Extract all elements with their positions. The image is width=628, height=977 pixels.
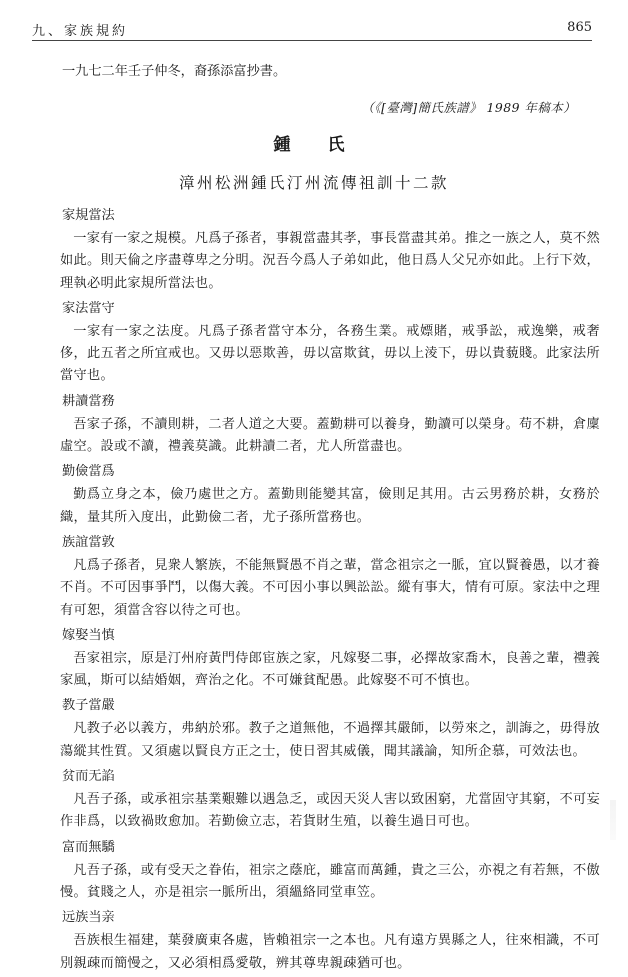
colophon-source-citation: （《[臺灣]簡氏族譜》 1989 年稿本）: [361, 100, 576, 115]
scan-smudge: [610, 800, 616, 840]
precept-heading: 嫁娶当慎: [62, 627, 115, 643]
precept-body: 勤爲立身之本，儉乃處世之方。蓋勤則能變其富，儉則足其用。古云男務於耕，女務於織，量其所入度出，此勤儉二者，尤子孫所當務也。: [60, 487, 600, 525]
precept-heading: 勤儉當爲: [62, 464, 115, 480]
precept-body: 凡爲子孫者，見衆人繁族，不能無賢愚不肖之輩，當念祖宗之一脈，宜以賢養愚，以才養不肖。不可因事爭鬥，以傷大義。不可因小事以興訟訟。縱有事大，情有可原。家法中之理有可恕，須當含容以待之可也。: [60, 557, 600, 618]
surname-title: 鍾 氏: [273, 135, 355, 155]
precept-heading: 家規當法: [62, 208, 115, 223]
precept-heading: 远族当亲: [62, 910, 115, 926]
precept-heading: 贫而无諂: [62, 769, 115, 785]
precept-section: [60, 390, 600, 459]
precept-section: [60, 836, 600, 905]
precept-section: [60, 906, 600, 975]
colophon-date-line: 一九七二年壬子仲冬，裔孫添富抄書。: [62, 64, 287, 79]
precept-section: [60, 297, 600, 388]
precept-body: 凡吾子孫，或有受天之眷佑，祖宗之蔭庇，雖富而萬鍾，貴之三公，亦視之有若無，不傲慢。貧賤之人，亦是祖宗一脈所出，須縕絡同堂車笠。: [60, 862, 600, 900]
precept-section: [60, 204, 600, 295]
precept-section: [60, 765, 600, 834]
chapter-title: 九、家族規約: [32, 24, 129, 39]
precept-body: 吾家子孫，不讀則耕，二者人道之大要。蓋勤耕可以養身，勤讀可以榮身。苟不耕，倉廩虛空。設或不讀，禮義莫識。此耕讀二者，尤人所當盡也。: [60, 416, 600, 455]
document-title: 漳州松洲鍾氏汀州流傳祖訓十二款: [178, 174, 449, 192]
precept-body: 一家有一家之法度。凡爲子孫者當守本分，各務生業。戒嫖賭，戒爭訟，戒逸樂，戒奢侈，此五者之所宜戒也。又毋以惡欺善，毋以富欺貧，毋以上淩下，毋以貴藐賤。此家法所當守也。: [60, 323, 600, 384]
precept-heading: 族誼當敦: [62, 534, 115, 550]
precept-section: [60, 624, 600, 693]
precept-section: [60, 531, 600, 622]
precepts-list: [60, 204, 600, 977]
precept-body: 吾家祖宗，原是汀州府黃門侍郎宦族之家，凡嫁娶二事，必擇故家喬木，良善之輩，禮義家風，斯可以結婚姻，齊治之化。不可嫌貧配愚。此嫁娶不可不慎也。: [60, 650, 600, 689]
running-header: [32, 18, 592, 41]
precept-body: 凡吾子孫，或承祖宗基業艱難以遇急乏，或因天災人害以致困窮，尤當固守其窮，不可妄作非爲，以致禍敗愈加。若勤儉立志，若貨財生殖，以養生過日可也。: [60, 792, 600, 830]
precept-body: 凡教子必以義方，弗納於邪。教子之道無他，不過擇其嚴師，以勞來之，訓誨之，毋得放蕩縱其性質。又須處以賢良方正之士，使日習其威儀，聞其議論，知所企慕，可效法也。: [60, 721, 600, 759]
precept-body: 一家有一家之規模。凡爲子孫者，事親當盡其孝，事長當盡其弟。推之一族之人，莫不然如此。則天倫之序盡尊卑之分明。況吾今爲人子弟如此，他日爲人父兄亦如此。上行下效，理執必明此家規所當法也。: [60, 231, 600, 291]
precept-heading: 耕讀當務: [62, 393, 115, 409]
precept-heading: 家法當守: [62, 300, 115, 316]
precept-section: [60, 694, 600, 763]
precept-body: 吾族根生福建，葉發廣東各處，皆賴祖宗一之本也。凡有遠方異縣之人，往來相識，不可別親疎而簡慢之，又必須相爲愛敬，辨其尊卑親疎猶可也。: [60, 933, 600, 971]
precept-heading: 富而無驕: [62, 839, 115, 855]
precept-section: [60, 460, 600, 529]
page-number: 865: [567, 20, 592, 35]
precept-heading: 教子當嚴: [62, 698, 115, 714]
